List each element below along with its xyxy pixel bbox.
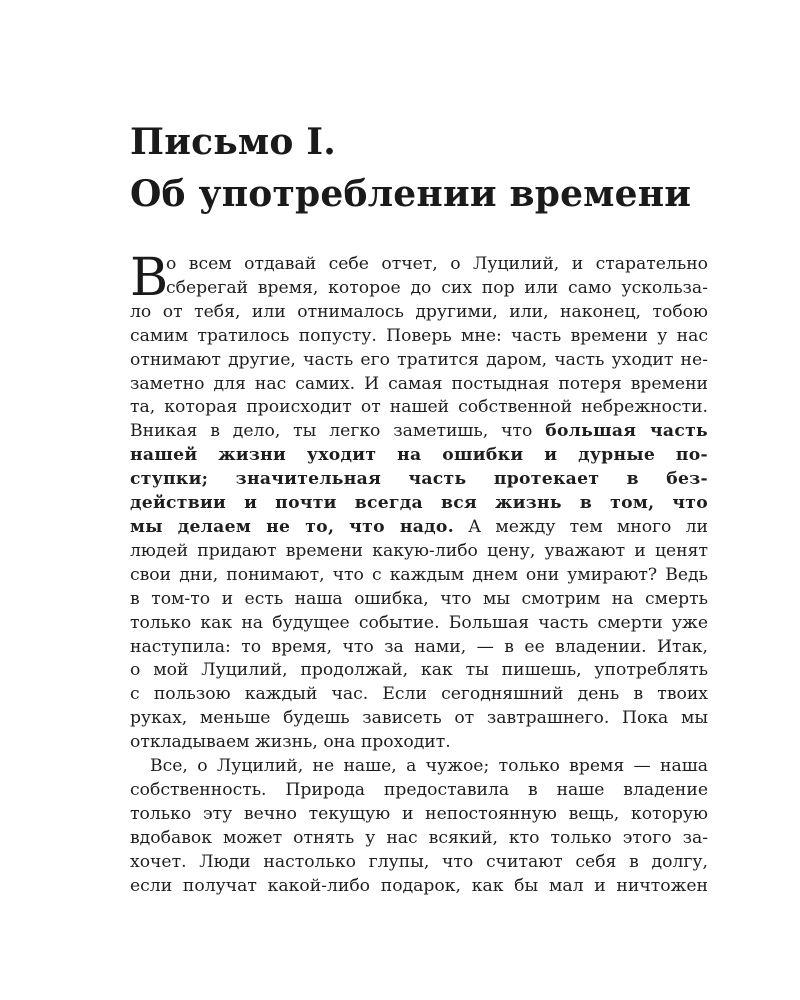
text-line xyxy=(130,516,708,540)
text-segment: Вникая в дело, ты легко заметишь, что xyxy=(130,421,546,442)
text-line: сберегай время, которое до сих пор или само ускольза- xyxy=(166,277,708,298)
body-text xyxy=(130,248,708,898)
emphasis-text: действии и почти всегда вся жизнь в том, что xyxy=(130,493,708,514)
text-line: ло от тебя, или отнималось другими, или, наконец, тобою xyxy=(130,301,708,322)
text-line: в том-то и есть наша ошибка, что мы смотрим на смерть xyxy=(130,588,708,609)
text-line: если получат какой-либо подарок, как бы мал и ничтожен xyxy=(130,875,708,896)
text-line xyxy=(130,444,708,468)
emphasis-text: ступки; значительная часть протекает в без- xyxy=(130,469,708,490)
text-line: собственность. Природа предоставила в наше владение xyxy=(130,779,708,800)
text-line: самим тратилось попусту. Поверь мне: часть времени у нас xyxy=(130,325,708,346)
text-line: откладываем жизнь, она проходит. xyxy=(130,732,451,753)
text-line: о мой Луцилий, продолжай, как ты пишешь, употреблять xyxy=(130,660,708,681)
text-line: наступила: то время, что за нами, — в ее владении. Итак, xyxy=(130,636,708,657)
text-line: отнимают другие, часть его тратится даром, часть уходит не- xyxy=(130,349,708,370)
text-line: хочет. Люди настолько глупы, что считают себя в долгу, xyxy=(130,851,708,872)
text-line: свои дни, понимают, что с каждым днем они умирают? Ведь xyxy=(130,564,708,585)
text-line: только как на будущее событие. Большая часть смерти уже xyxy=(130,612,708,633)
text-line: Все, о Луцилий, не наше, а чужое; только время — наша xyxy=(150,756,708,777)
text-line xyxy=(130,420,708,444)
text-line: о всем отдавай себе отчет, о Луцилий, и старательно xyxy=(166,254,708,274)
text-line: та, которая происходит от нашей собственной небрежности. xyxy=(130,397,708,418)
emphasis-text: большая часть xyxy=(545,421,708,442)
emphasis-text: нашей жизни уходит на ошибки и дурные по- xyxy=(130,445,708,466)
heading-line-1: Письмо I. xyxy=(130,121,337,163)
chapter-heading xyxy=(130,116,750,220)
text-line: вдобавок может отнять у нас всякий, кто только этого за- xyxy=(130,827,708,848)
text-line: заметно для нас самих. И самая постыдная потеря времени xyxy=(130,373,708,394)
text-line: только эту вечно текущую и непостоянную вещь, которую xyxy=(130,803,708,824)
text-line xyxy=(130,492,708,516)
text-segment: А между тем много ли xyxy=(453,516,708,537)
text-line: людей придают времени какую-либо цену, уважают и ценят xyxy=(130,540,708,561)
text-line: с пользою каждый час. Если сегодняшний день в твоих xyxy=(130,684,708,705)
heading-line-2: Об употреблении времени xyxy=(130,173,692,215)
text-line: руках, меньше будешь зависеть от завтрашнего. Пока мы xyxy=(130,708,708,729)
emphasis-text: мы делаем не то, что надо. xyxy=(130,516,454,537)
text-line xyxy=(130,468,708,492)
drop-cap: В xyxy=(130,248,169,308)
